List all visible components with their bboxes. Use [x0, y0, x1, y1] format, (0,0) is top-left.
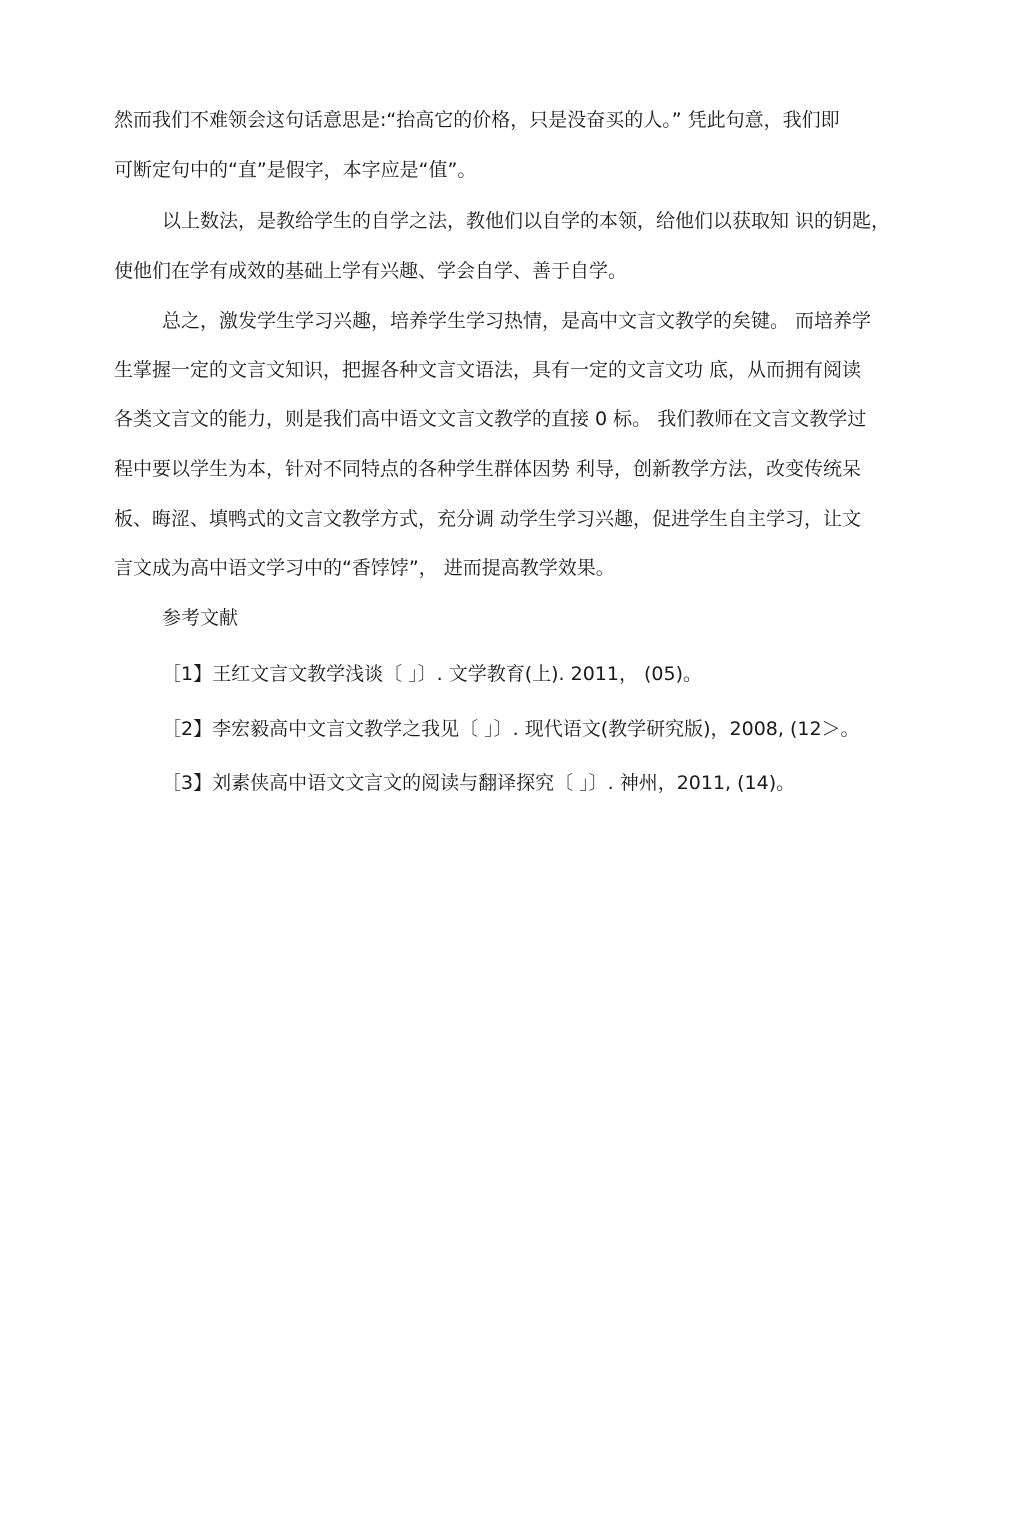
paragraph-line: 板、晦涩、填鸭式的文言文教学方式，充分调 动学生学习兴趣，促进学生自主学习，让文 — [114, 508, 862, 530]
paragraph-line: 程中要以学生为本，针对不同特点的各种学生群体因势 利导，创新教学方法，改变传统呆 — [114, 458, 862, 480]
reference-item: ［2】李宏毅高中文言文教学之我见〔 」〕. 现代语文(教学研究版)，2008, (12＞。 — [162, 718, 860, 740]
reference-item: ［1】王红文言文教学浅谈〔 」〕. 文学教育(上). 2011， (05)。 — [162, 663, 703, 685]
paragraph-line: 各类文言文的能力，则是我们高中语文文言文教学的直接 0 标。 我们教师在文言文教学过 — [114, 408, 867, 430]
paragraph-line: 然而我们不难领会这句话意思是:“抬高它的价格，只是没奋买的人。” 凭此句意，我们即 — [114, 109, 840, 131]
references-heading: 参考文献 — [162, 607, 239, 629]
paragraph-line: 言文成为高中语文学习中的“香饽饽”， 进而提高教学效果。 — [114, 557, 615, 579]
paragraph-line: 可断定句中的“直”是假字，本字应是“值”。 — [114, 159, 477, 181]
reference-item: ［3】刘素侠高中语文文言文的阅读与翻译探究〔 」〕. 神州，2011, (14)。 — [162, 772, 796, 794]
paragraph-line: 总之，激发学生学习兴趣，培养学生学习热情，是高中文言文教学的矣键。 而培养学 — [162, 310, 872, 332]
paragraph-line: 生掌握一定的文言文知识，把握各种文言文语法，具有一定的文言文功 底，从而拥有阅读 — [114, 359, 862, 381]
paragraph-line: 以上数法，是教给学生的自学之法，教他们以自学的本领，给他们以获取知 识的钥匙， — [162, 210, 891, 232]
paragraph-line: 使他们在学有成效的基础上学有兴趣、学会自学、善于自学。 — [114, 260, 628, 282]
